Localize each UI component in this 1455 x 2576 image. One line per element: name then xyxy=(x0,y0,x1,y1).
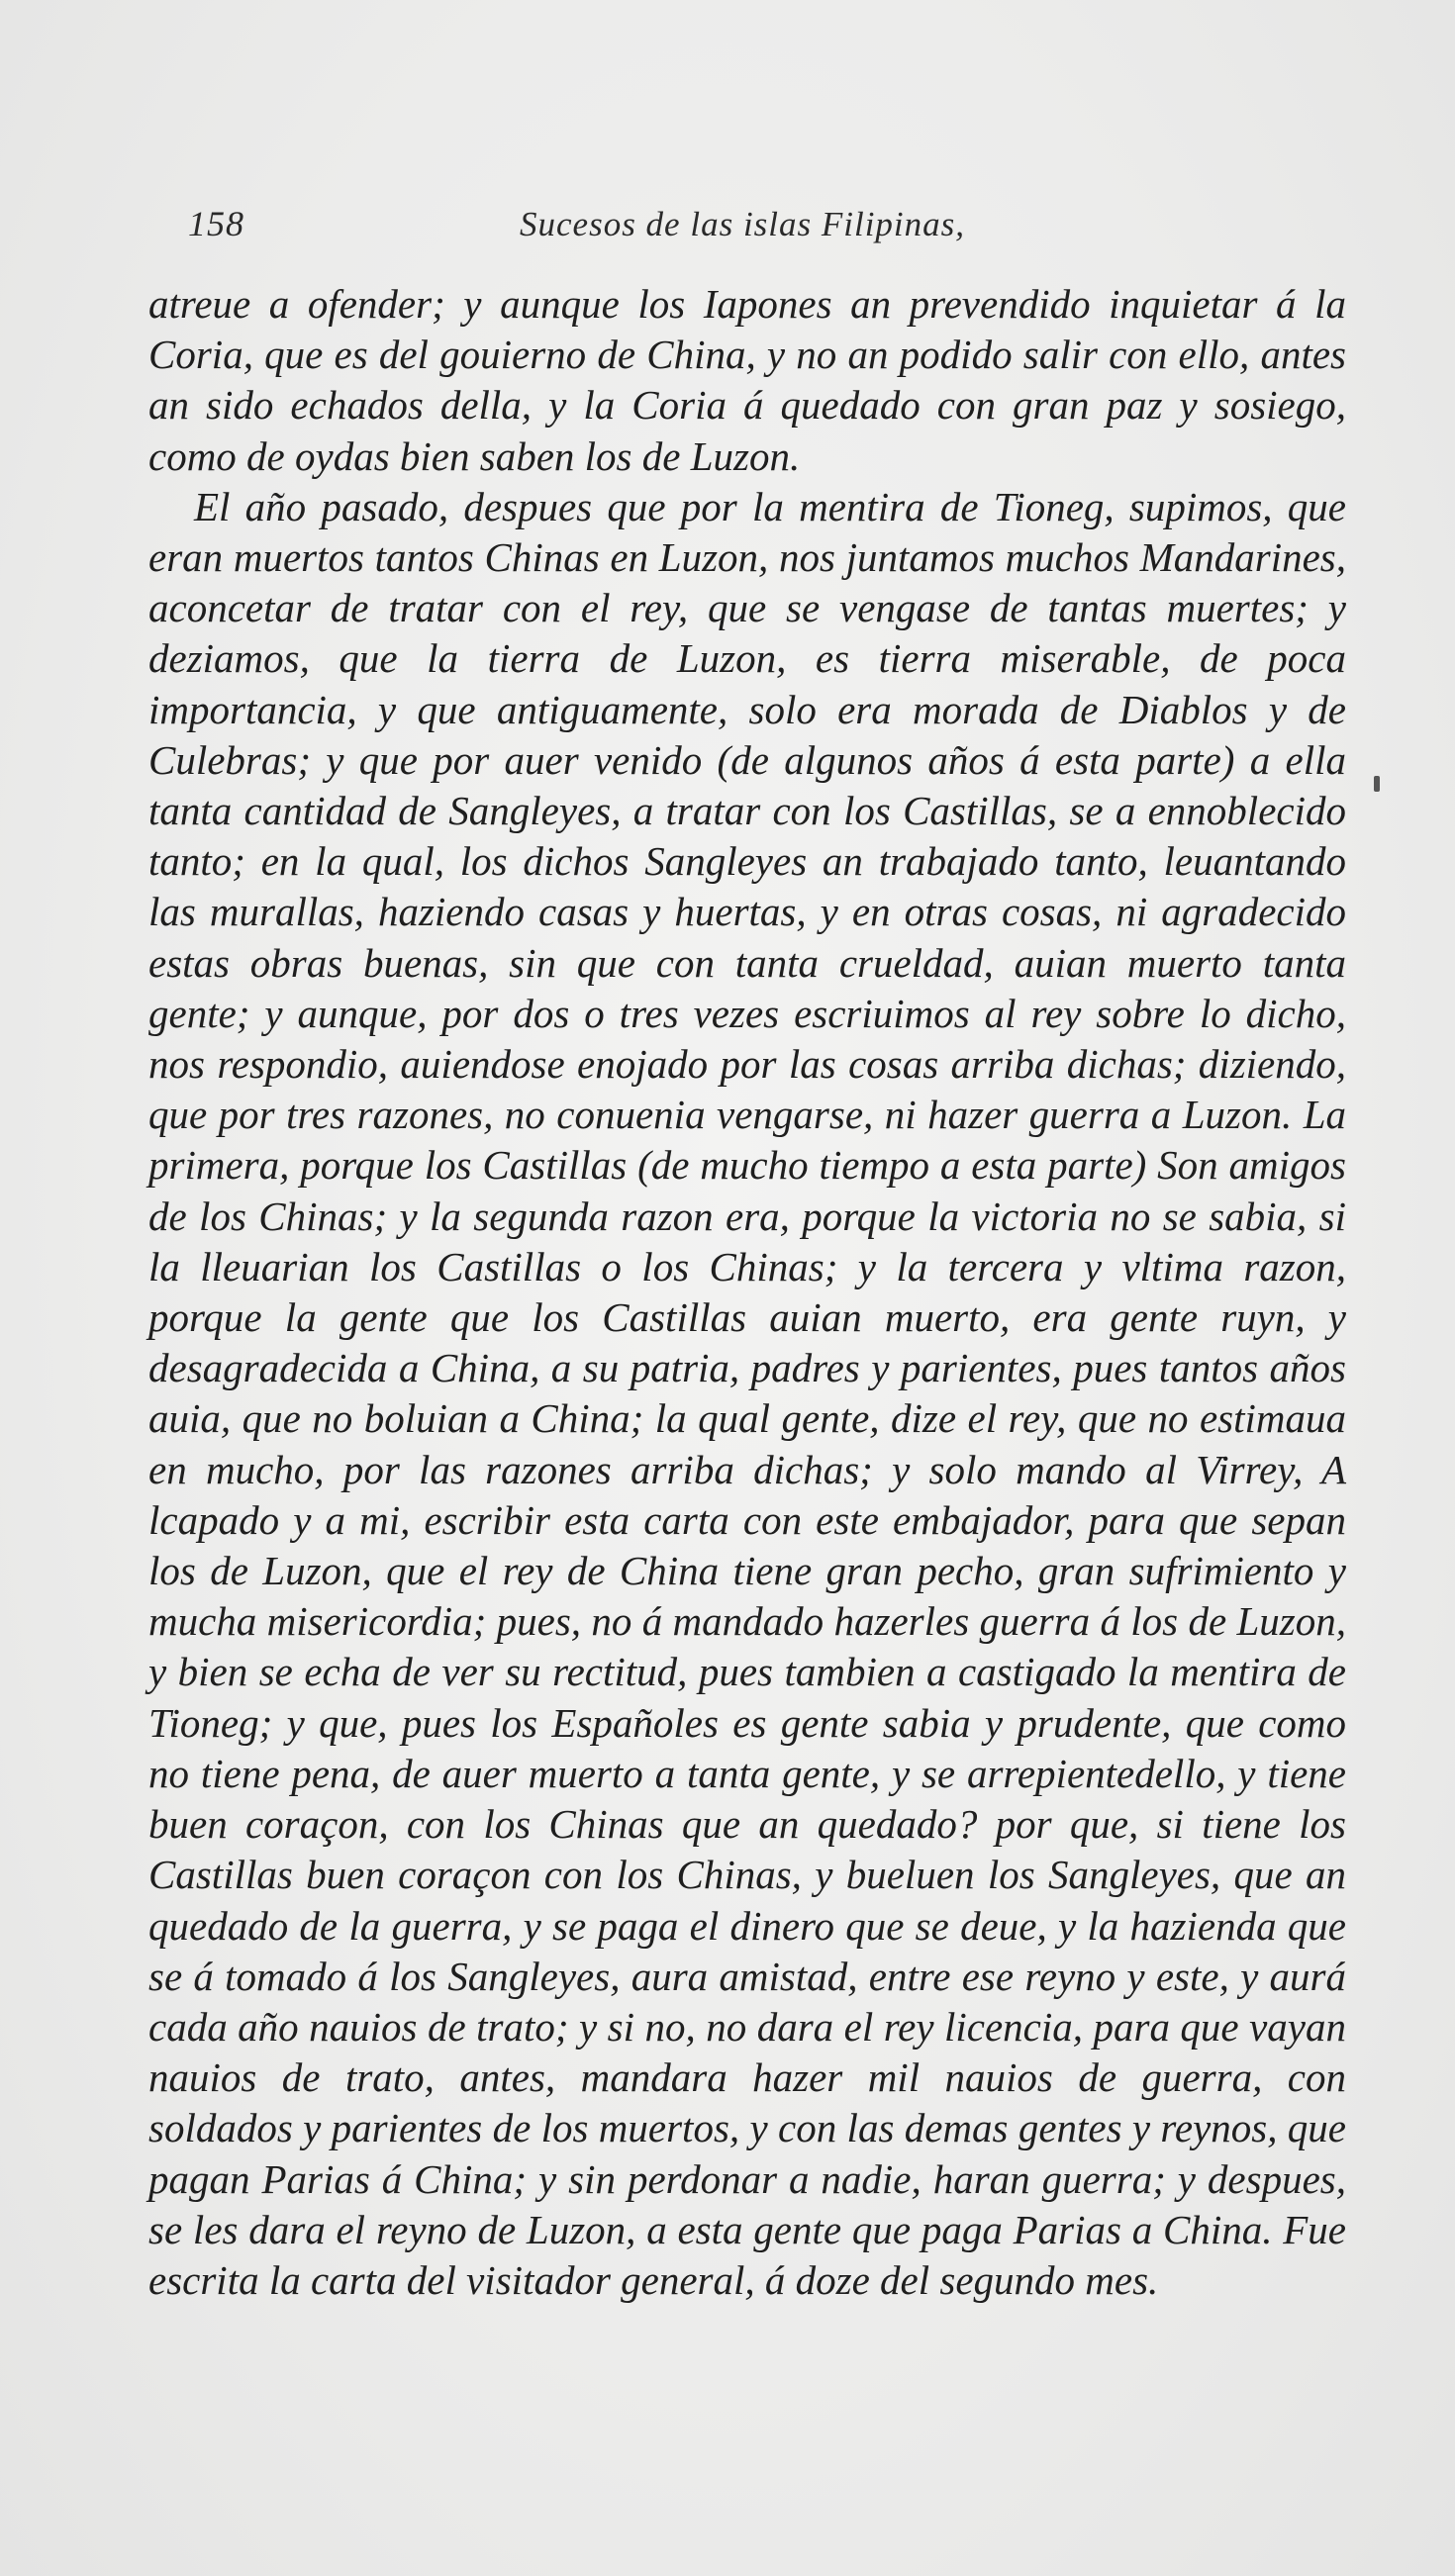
paragraph-2: El año pasado, despues que por la mentira de Tioneg, supimos, que eran muertos tantos Chinas en Luzon, nos juntamos muchos Mandarines, aconcetar de tratar con el rey, que se vengase de tantas muertes; y deziamos, que la tierra de Luzon, es tierra miserable, de poca importancia, y que antiguamente, solo era morada de Diablos y de Culebras; y que por auer venido (de algunos años á esta parte) a ella tanta cantidad de Sangleyes, a tratar con los Castillas, se a ennoblecido tanto; en la qual, los dichos Sangleyes an trabajado tanto, leuantando las murallas, haziendo casas y huertas, y en otras cosas, ni agradecido estas obras buenas, sin que con tanta crueldad, auian muerto tanta gente; y aunque, por dos o tres vezes escriuimos al rey sobre lo dicho, nos respondio, auiendose enojado por las cosas arriba dichas; diziendo, que por tres razones, no conuenia vengarse, ni hazer guerra a Luzon. La primera, porque los Castillas (de mucho tiempo a esta parte) Son amigos de los Chinas; y la segunda razon era, porque la victoria no se sabia, si la lleuarian los Castillas o los Chinas; y la tercera y vltima razon, porque la gente que los Castillas auian muerto, era gente ruyn, y desagradecida a China, a su patria, padres y parientes, pues tantos años auia, que no boluian a China; la qual gente, dize el rey, que no estimaua en mucho, por las razones arriba dichas; y solo mando al Virrey, A lcapado y a mi, escribir esta carta con este embajador, para que sepan los de Luzon, que el rey de China tiene gran pecho, gran sufrimiento y mucha misericordia; pues, no á mandado hazerles guerra á los de Luzon, y bien se echa de ver su rectitud, pues tambien a castigado la mentira de Tioneg; y que, pues los Españoles es gente sabia y prudente, que como no tiene pena, de auer muerto a tanta gente, y se arrepientedello, y tiene buen coraçon, con los Chinas que an quedado? por que, si tiene los Castillas buen coraçon con los Chinas, y bueluen los Sangleyes, que an quedado de la guerra, y se paga el dinero que se deue, y la hazienda que se á tomado á los Sangleyes, aura amistad, entre ese reyno y este, y aurá cada año nauios de trato; y si no, no dara el rey licencia, para que vayan nauios de trato, antes, mandara hazer mil nauios de guerra, con soldados y parientes de los muertos, y con las demas gentes y reynos, que pagan Parias á China; y sin perdonar a nadie, haran guerra; y despues, se les dara el reyno de Luzon, a esta gente que paga Parias a China. Fue escrita la carta del visitador general, á doze del segundo mes. xyxy=(148,483,1346,2303)
body-text xyxy=(148,279,1346,2306)
paragraph-1: atreue a ofender; y aunque los Iapones an prevendido inquietar á la Coria, que es del gouierno de China, y no an podido salir con ello, antes an sido echados della, y la Coria á quedado con gran paz y sosiego, como de oydas bien saben los de Luzon. xyxy=(148,281,1346,479)
running-head: Sucesos de las islas Filipinas, xyxy=(520,205,966,243)
margin-speck xyxy=(1374,776,1380,792)
page-number: 158 xyxy=(188,204,244,243)
page-header xyxy=(188,203,1336,262)
